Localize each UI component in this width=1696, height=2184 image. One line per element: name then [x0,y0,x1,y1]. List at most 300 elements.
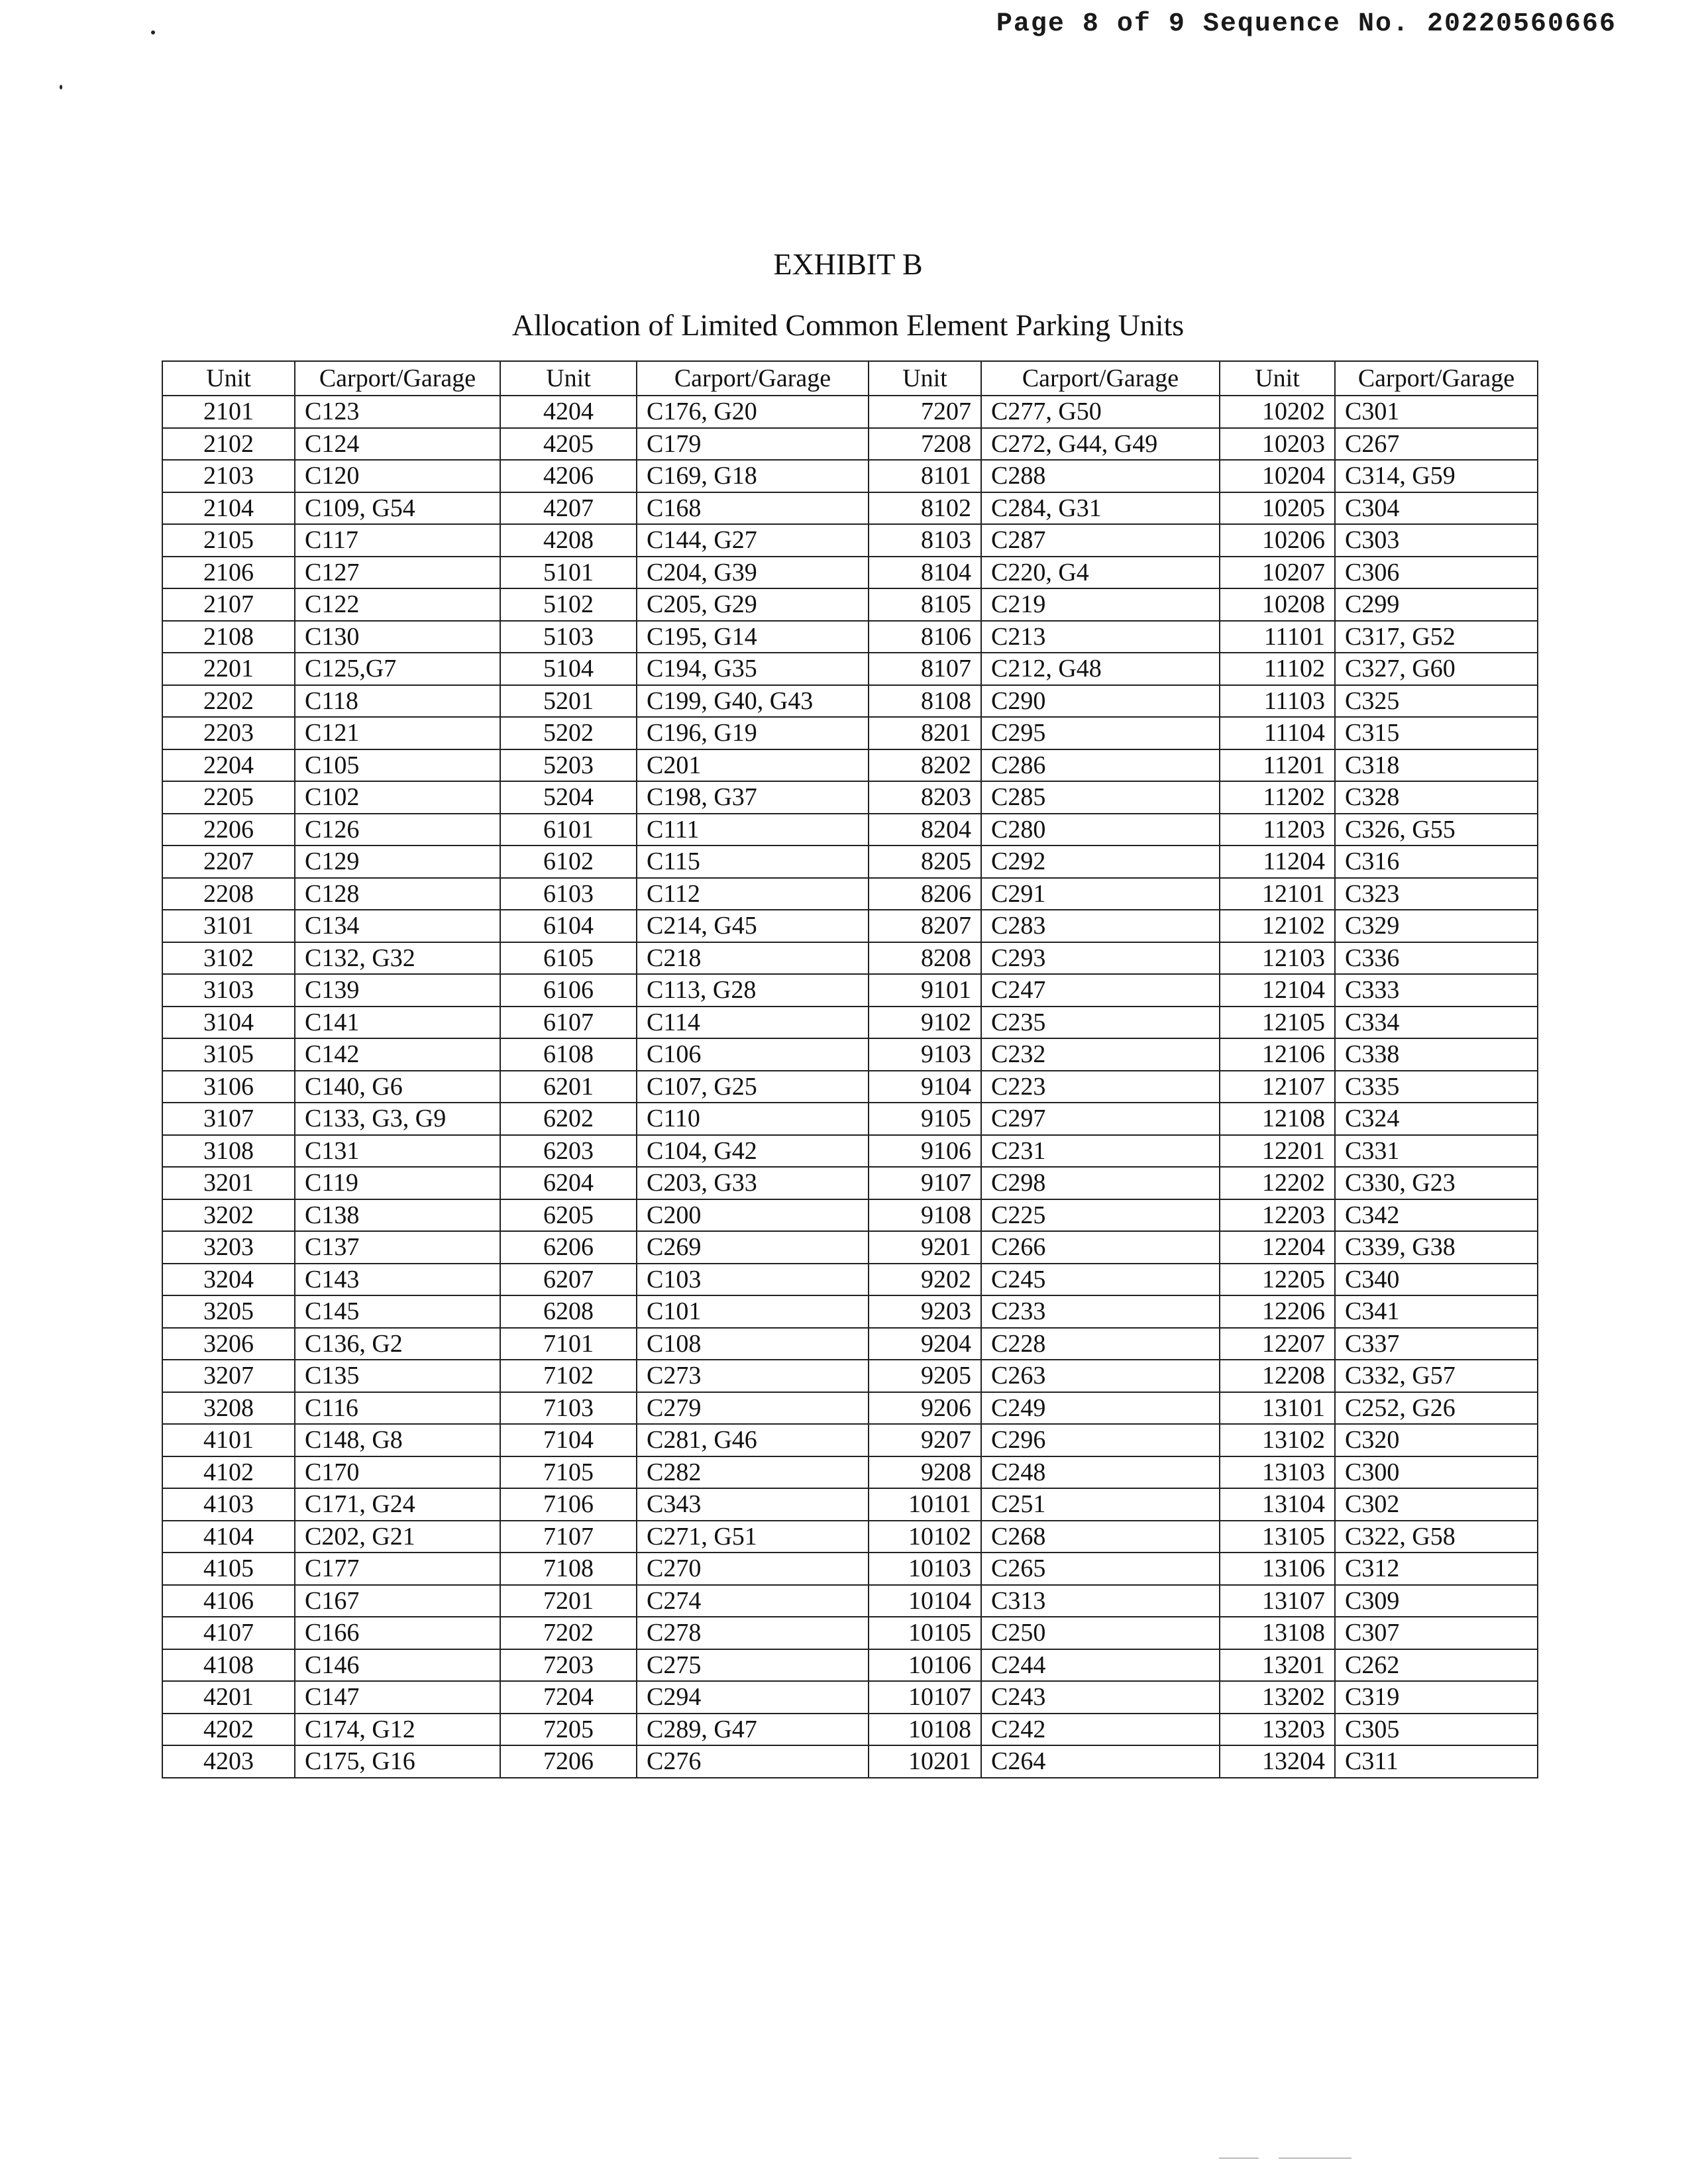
carport-garage-cell: C174, G12 [295,1714,500,1746]
table-row [162,749,1538,782]
unit-cell: 7102 [500,1360,637,1392]
carport-garage-cell: C263 [981,1360,1220,1392]
carport-garage-cell: C284, G31 [981,492,1220,525]
unit-cell: 7202 [500,1617,637,1649]
unit-cell: 8101 [869,460,981,492]
carport-garage-cell: C267 [1335,428,1538,461]
carport-garage-cell: C319 [1335,1681,1538,1714]
carport-garage-cell: C290 [981,685,1220,718]
unit-cell: 3106 [162,1071,295,1103]
header-unit: Unit [162,361,295,396]
unit-cell: 6208 [500,1295,637,1328]
unit-cell: 13201 [1220,1649,1335,1682]
scan-artifact [1279,2157,1352,2159]
carport-garage-cell: C248 [981,1456,1220,1489]
carport-garage-cell: C271, G51 [637,1521,869,1553]
table-row [162,846,1538,878]
table-row [162,1264,1538,1296]
carport-garage-cell: C322, G58 [1335,1521,1538,1553]
unit-cell: 8202 [869,749,981,782]
carport-garage-cell: C141 [295,1007,500,1039]
unit-cell: 8207 [869,910,981,942]
carport-garage-cell: C299 [1335,588,1538,621]
unit-cell: 12207 [1220,1328,1335,1360]
table-row [162,1295,1538,1328]
carport-garage-cell: C272, G44, G49 [981,428,1220,461]
unit-cell: 3204 [162,1264,295,1296]
unit-cell: 3104 [162,1007,295,1039]
carport-garage-cell: C119 [295,1167,500,1199]
carport-garage-cell: C287 [981,524,1220,557]
unit-cell: 6202 [500,1103,637,1135]
carport-garage-cell: C289, G47 [637,1714,869,1746]
table-row [162,460,1538,492]
header-unit: Unit [869,361,981,396]
unit-cell: 6101 [500,814,637,846]
table-row [162,1071,1538,1103]
carport-garage-cell: C145 [295,1295,500,1328]
carport-garage-cell: C220, G4 [981,557,1220,589]
table-row [162,717,1538,749]
unit-cell: 4103 [162,1488,295,1521]
table-row [162,1007,1538,1039]
unit-cell: 2207 [162,846,295,878]
table-row [162,1135,1538,1168]
unit-cell: 8104 [869,557,981,589]
unit-cell: 11202 [1220,781,1335,814]
carport-garage-cell: C282 [637,1456,869,1489]
carport-garage-cell: C105 [295,749,500,782]
unit-cell: 4202 [162,1714,295,1746]
unit-cell: 5103 [500,621,637,653]
carport-garage-cell: C179 [637,428,869,461]
carport-garage-cell: C218 [637,942,869,975]
unit-cell: 2108 [162,621,295,653]
unit-cell: 13204 [1220,1745,1335,1778]
unit-cell: 5202 [500,717,637,749]
unit-cell: 9102 [869,1007,981,1039]
carport-garage-cell: C249 [981,1392,1220,1425]
carport-garage-cell: C266 [981,1231,1220,1264]
carport-garage-cell: C127 [295,557,500,589]
carport-garage-cell: C129 [295,846,500,878]
carport-garage-cell: C277, G50 [981,396,1220,428]
unit-cell: 12204 [1220,1231,1335,1264]
unit-cell: 4105 [162,1553,295,1585]
unit-cell: 9104 [869,1071,981,1103]
table-row [162,1617,1538,1649]
carport-garage-cell: C102 [295,781,500,814]
unit-cell: 2203 [162,717,295,749]
carport-garage-cell: C274 [637,1585,869,1617]
unit-cell: 7207 [869,396,981,428]
parking-allocation-table [162,360,1538,1778]
unit-cell: 9207 [869,1424,981,1456]
unit-cell: 9206 [869,1392,981,1425]
carport-garage-cell: C247 [981,974,1220,1007]
unit-cell: 8201 [869,717,981,749]
carport-garage-cell: C300 [1335,1456,1538,1489]
carport-garage-cell: C306 [1335,557,1538,589]
unit-cell: 6203 [500,1135,637,1168]
carport-garage-cell: C107, G25 [637,1071,869,1103]
unit-cell: 7204 [500,1681,637,1714]
unit-cell: 7108 [500,1553,637,1585]
unit-cell: 10202 [1220,396,1335,428]
table-row [162,1745,1538,1778]
unit-cell: 12206 [1220,1295,1335,1328]
carport-garage-cell: C285 [981,781,1220,814]
unit-cell: 10208 [1220,588,1335,621]
unit-cell: 9203 [869,1295,981,1328]
unit-cell: 2208 [162,878,295,910]
unit-cell: 12105 [1220,1007,1335,1039]
unit-cell: 4104 [162,1521,295,1553]
carport-garage-cell: C268 [981,1521,1220,1553]
unit-cell: 8103 [869,524,981,557]
table-body [162,396,1538,1778]
unit-cell: 2202 [162,685,295,718]
unit-cell: 10106 [869,1649,981,1682]
carport-garage-cell: C225 [981,1199,1220,1232]
carport-garage-cell: C244 [981,1649,1220,1682]
carport-garage-cell: C307 [1335,1617,1538,1649]
carport-garage-cell: C328 [1335,781,1538,814]
carport-garage-cell: C231 [981,1135,1220,1168]
carport-garage-cell: C130 [295,621,500,653]
carport-garage-cell: C111 [637,814,869,846]
unit-cell: 10203 [1220,428,1335,461]
unit-cell: 13107 [1220,1585,1335,1617]
unit-cell: 6106 [500,974,637,1007]
unit-cell: 7206 [500,1745,637,1778]
carport-garage-cell: C120 [295,460,500,492]
table-row [162,974,1538,1007]
table-row [162,1231,1538,1264]
carport-garage-cell: C334 [1335,1007,1538,1039]
header-carport-garage: Carport/Garage [295,361,500,396]
carport-garage-cell: C137 [295,1231,500,1264]
unit-cell: 12101 [1220,878,1335,910]
unit-cell: 3103 [162,974,295,1007]
unit-cell: 7205 [500,1714,637,1746]
table-row [162,588,1538,621]
unit-cell: 12106 [1220,1038,1335,1071]
table-row [162,1714,1538,1746]
carport-garage-cell: C251 [981,1488,1220,1521]
carport-garage-cell: C195, G14 [637,621,869,653]
table-row [162,1038,1538,1071]
unit-cell: 4205 [500,428,637,461]
carport-garage-cell: C114 [637,1007,869,1039]
unit-cell: 4208 [500,524,637,557]
carport-garage-cell: C279 [637,1392,869,1425]
unit-cell: 3105 [162,1038,295,1071]
unit-cell: 5101 [500,557,637,589]
unit-cell: 4207 [500,492,637,525]
unit-cell: 8107 [869,653,981,685]
table-row [162,1424,1538,1456]
unit-cell: 11203 [1220,814,1335,846]
carport-garage-cell: C131 [295,1135,500,1168]
unit-cell: 5104 [500,653,637,685]
carport-garage-cell: C252, G26 [1335,1392,1538,1425]
carport-garage-cell: C148, G8 [295,1424,500,1456]
table-row [162,653,1538,685]
unit-cell: 7203 [500,1649,637,1682]
carport-garage-cell: C293 [981,942,1220,975]
header-unit: Unit [1220,361,1335,396]
unit-cell: 6207 [500,1264,637,1296]
unit-cell: 3206 [162,1328,295,1360]
unit-cell: 6102 [500,846,637,878]
unit-cell: 6103 [500,878,637,910]
carport-garage-cell: C305 [1335,1714,1538,1746]
unit-cell: 6206 [500,1231,637,1264]
carport-garage-cell: C304 [1335,492,1538,525]
unit-cell: 12208 [1220,1360,1335,1392]
unit-cell: 8205 [869,846,981,878]
table-row [162,396,1538,428]
carport-garage-cell: C108 [637,1328,869,1360]
carport-garage-cell: C117 [295,524,500,557]
carport-garage-cell: C330, G23 [1335,1167,1538,1199]
carport-garage-cell: C194, G35 [637,653,869,685]
table-row [162,1488,1538,1521]
page-sequence-stamp: Page 8 of 9 Sequence No. 20220560666 [996,9,1616,39]
unit-cell: 12103 [1220,942,1335,975]
carport-garage-cell: C166 [295,1617,500,1649]
carport-garage-cell: C135 [295,1360,500,1392]
unit-cell: 9107 [869,1167,981,1199]
unit-cell: 11101 [1220,621,1335,653]
unit-cell: 2104 [162,492,295,525]
carport-garage-cell: C171, G24 [295,1488,500,1521]
unit-cell: 3107 [162,1103,295,1135]
unit-cell: 6108 [500,1038,637,1071]
unit-cell: 9103 [869,1038,981,1071]
carport-garage-cell: C113, G28 [637,974,869,1007]
unit-cell: 7101 [500,1328,637,1360]
unit-cell: 8105 [869,588,981,621]
unit-cell: 2105 [162,524,295,557]
unit-cell: 3201 [162,1167,295,1199]
unit-cell: 13103 [1220,1456,1335,1489]
carport-garage-cell: C228 [981,1328,1220,1360]
carport-garage-cell: C167 [295,1585,500,1617]
carport-garage-cell: C235 [981,1007,1220,1039]
unit-cell: 7103 [500,1392,637,1425]
unit-cell: 4102 [162,1456,295,1489]
table-row [162,781,1538,814]
scan-speck [60,85,62,89]
carport-garage-cell: C128 [295,878,500,910]
scan-speck [151,30,155,34]
unit-cell: 10103 [869,1553,981,1585]
unit-cell: 10205 [1220,492,1335,525]
carport-garage-cell: C124 [295,428,500,461]
unit-cell: 7105 [500,1456,637,1489]
carport-garage-cell: C262 [1335,1649,1538,1682]
unit-cell: 4108 [162,1649,295,1682]
carport-garage-cell: C341 [1335,1295,1538,1328]
carport-garage-cell: C311 [1335,1745,1538,1778]
table-row [162,1392,1538,1425]
unit-cell: 11104 [1220,717,1335,749]
unit-cell: 4201 [162,1681,295,1714]
carport-garage-cell: C200 [637,1199,869,1232]
carport-garage-cell: C264 [981,1745,1220,1778]
carport-garage-cell: C265 [981,1553,1220,1585]
unit-cell: 4106 [162,1585,295,1617]
table-row [162,1681,1538,1714]
unit-cell: 12107 [1220,1071,1335,1103]
unit-cell: 9208 [869,1456,981,1489]
unit-cell: 8206 [869,878,981,910]
carport-garage-cell: C202, G21 [295,1521,500,1553]
unit-cell: 12108 [1220,1103,1335,1135]
table-row [162,1360,1538,1392]
unit-cell: 3207 [162,1360,295,1392]
carport-garage-cell: C250 [981,1617,1220,1649]
unit-cell: 3101 [162,910,295,942]
carport-garage-cell: C291 [981,878,1220,910]
carport-garage-cell: C309 [1335,1585,1538,1617]
unit-cell: 10204 [1220,460,1335,492]
carport-garage-cell: C312 [1335,1553,1538,1585]
unit-cell: 13108 [1220,1617,1335,1649]
exhibit-title: EXHIBIT B [773,247,923,281]
exhibit-subtitle: Allocation of Limited Common Element Parking Units [511,308,1185,342]
carport-garage-cell: C331 [1335,1135,1538,1168]
unit-cell: 8106 [869,621,981,653]
carport-garage-cell: C203, G33 [637,1167,869,1199]
table-header-row [162,361,1538,396]
carport-garage-cell: C323 [1335,878,1538,910]
unit-cell: 3202 [162,1199,295,1232]
unit-cell: 13101 [1220,1392,1335,1425]
unit-cell: 9108 [869,1199,981,1232]
table-row [162,1167,1538,1199]
unit-cell: 9106 [869,1135,981,1168]
unit-cell: 4204 [500,396,637,428]
unit-cell: 4101 [162,1424,295,1456]
carport-garage-cell: C177 [295,1553,500,1585]
unit-cell: 6204 [500,1167,637,1199]
carport-garage-cell: C213 [981,621,1220,653]
carport-garage-cell: C327, G60 [1335,653,1538,685]
unit-cell: 4107 [162,1617,295,1649]
unit-cell: 2106 [162,557,295,589]
table-row [162,557,1538,589]
carport-garage-cell: C276 [637,1745,869,1778]
carport-garage-cell: C301 [1335,396,1538,428]
table-row [162,814,1538,846]
unit-cell: 13104 [1220,1488,1335,1521]
unit-cell: 7201 [500,1585,637,1617]
unit-cell: 12205 [1220,1264,1335,1296]
carport-garage-cell: C335 [1335,1071,1538,1103]
carport-garage-cell: C212, G48 [981,653,1220,685]
unit-cell: 12104 [1220,974,1335,1007]
carport-garage-cell: C313 [981,1585,1220,1617]
table-row [162,1456,1538,1489]
unit-cell: 2107 [162,588,295,621]
carport-garage-cell: C326, G55 [1335,814,1538,846]
carport-garage-cell: C168 [637,492,869,525]
unit-cell: 10206 [1220,524,1335,557]
carport-garage-cell: C142 [295,1038,500,1071]
carport-garage-cell: C205, G29 [637,588,869,621]
table-row [162,942,1538,975]
table-row [162,428,1538,461]
unit-cell: 7104 [500,1424,637,1456]
header-carport-garage: Carport/Garage [1335,361,1538,396]
unit-cell: 8203 [869,781,981,814]
unit-cell: 2101 [162,396,295,428]
carport-garage-cell: C281, G46 [637,1424,869,1456]
unit-cell: 13102 [1220,1424,1335,1456]
carport-garage-cell: C314, G59 [1335,460,1538,492]
carport-garage-cell: C198, G37 [637,781,869,814]
carport-garage-cell: C204, G39 [637,557,869,589]
unit-cell: 2204 [162,749,295,782]
unit-cell: 8208 [869,942,981,975]
unit-cell: 9101 [869,974,981,1007]
carport-garage-cell: C340 [1335,1264,1538,1296]
unit-cell: 9105 [869,1103,981,1135]
unit-cell: 5204 [500,781,637,814]
table-row [162,685,1538,718]
unit-cell: 12202 [1220,1167,1335,1199]
unit-cell: 9202 [869,1264,981,1296]
unit-cell: 2103 [162,460,295,492]
unit-cell: 6105 [500,942,637,975]
unit-cell: 12201 [1220,1135,1335,1168]
carport-garage-cell: C138 [295,1199,500,1232]
carport-garage-cell: C315 [1335,717,1538,749]
carport-garage-cell: C316 [1335,846,1538,878]
carport-garage-cell: C106 [637,1038,869,1071]
carport-garage-cell: C270 [637,1553,869,1585]
unit-cell: 8102 [869,492,981,525]
unit-cell: 11204 [1220,846,1335,878]
carport-garage-cell: C338 [1335,1038,1538,1071]
carport-garage-cell: C136, G2 [295,1328,500,1360]
carport-garage-cell: C110 [637,1103,869,1135]
unit-cell: 9201 [869,1231,981,1264]
table-row [162,1328,1538,1360]
carport-garage-cell: C118 [295,685,500,718]
unit-cell: 11201 [1220,749,1335,782]
carport-garage-cell: C147 [295,1681,500,1714]
unit-cell: 10105 [869,1617,981,1649]
unit-cell: 2102 [162,428,295,461]
carport-garage-cell: C143 [295,1264,500,1296]
table-row [162,524,1538,557]
carport-garage-cell: C132, G32 [295,942,500,975]
carport-garage-cell: C329 [1335,910,1538,942]
carport-garage-cell: C123 [295,396,500,428]
unit-cell: 10108 [869,1714,981,1746]
unit-cell: 4203 [162,1745,295,1778]
carport-garage-cell: C199, G40, G43 [637,685,869,718]
carport-garage-cell: C317, G52 [1335,621,1538,653]
carport-garage-cell: C116 [295,1392,500,1425]
carport-garage-cell: C302 [1335,1488,1538,1521]
carport-garage-cell: C146 [295,1649,500,1682]
carport-garage-cell: C325 [1335,685,1538,718]
